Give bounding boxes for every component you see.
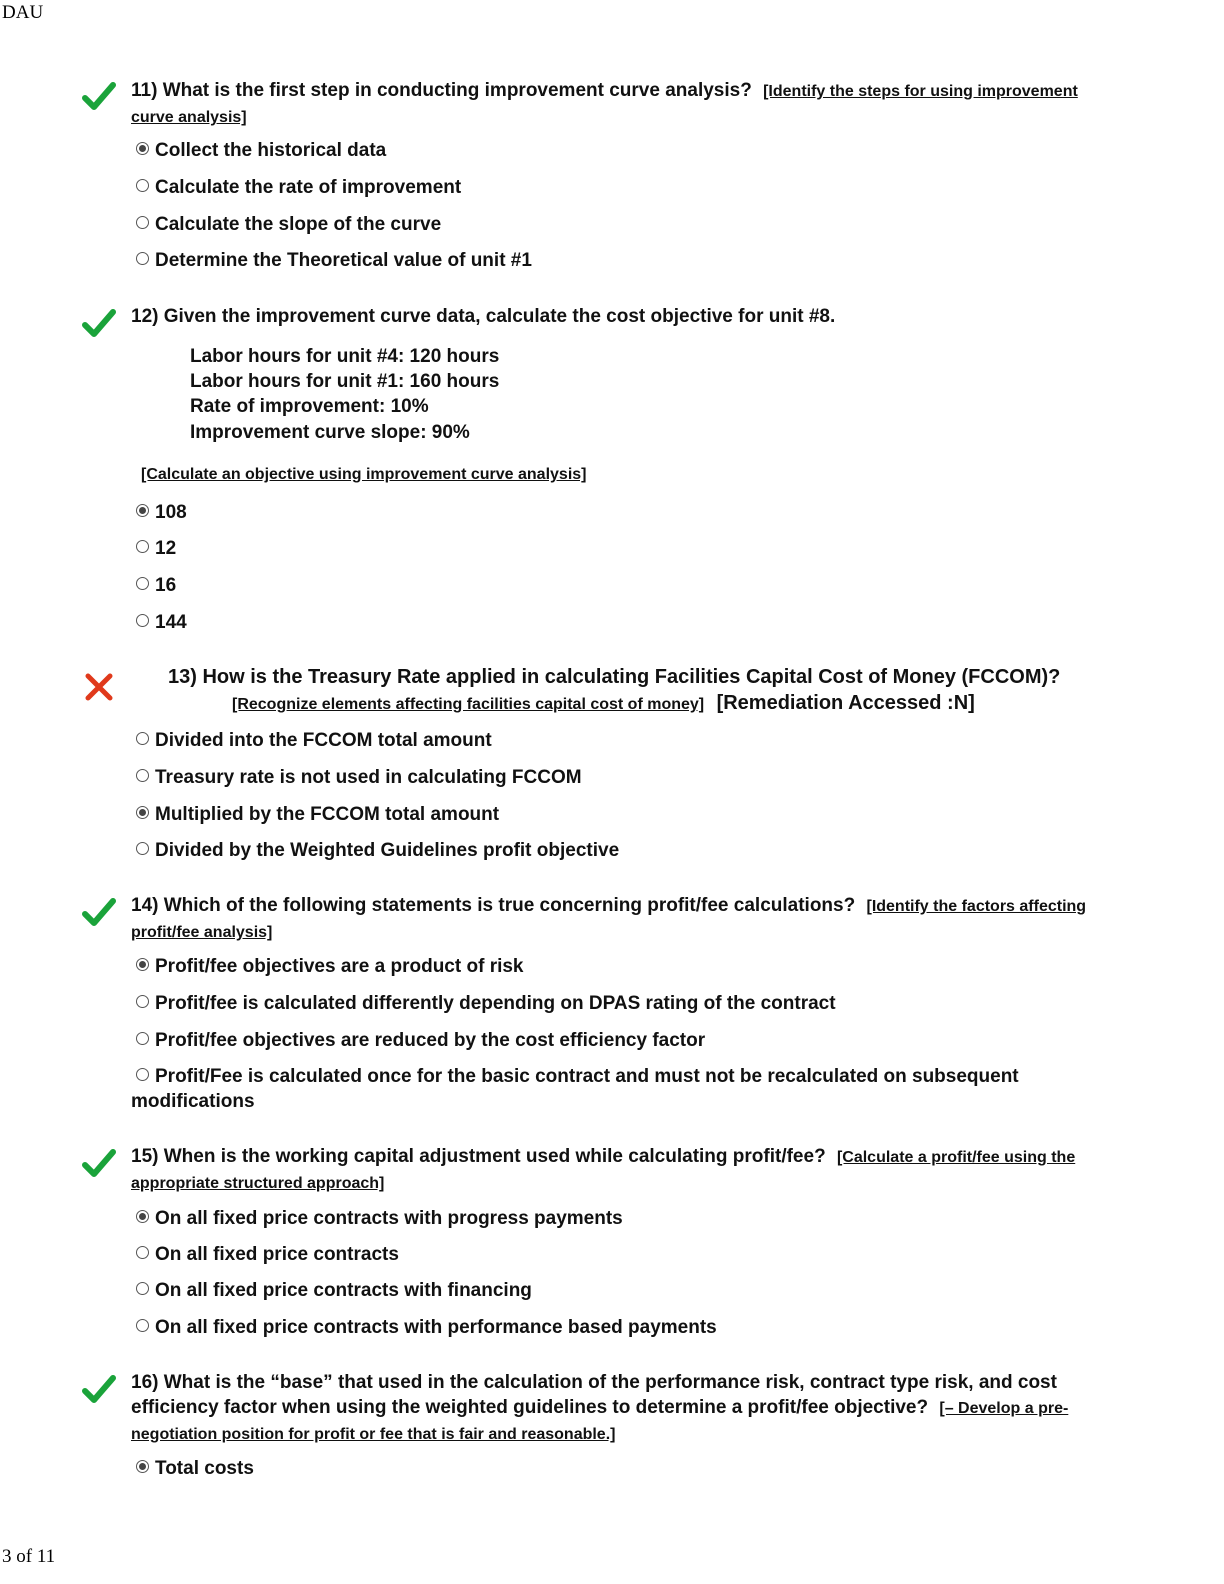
radio-selected-icon[interactable] xyxy=(136,142,149,155)
option-label: Profit/fee objectives are a product of risk xyxy=(155,956,524,977)
learning-objective-link[interactable]: [– Develop a pre-negotiation position for profit or fee that is fair and reasonable.] xyxy=(131,1400,1069,1443)
answer-option[interactable] xyxy=(136,536,176,561)
radio-selected-icon[interactable] xyxy=(136,1210,149,1223)
correct-check-icon xyxy=(82,1147,116,1181)
page-header: DAU xyxy=(2,2,44,23)
option-label: Total costs xyxy=(155,1458,254,1479)
learning-objective-link[interactable]: [Recognize elements affecting facilities capital cost of money] xyxy=(232,696,705,713)
option-label: 144 xyxy=(155,612,187,633)
learning-objective-link[interactable]: [Identify the factors affecting profit/fee analysis] xyxy=(131,898,1087,941)
radio-icon[interactable] xyxy=(136,995,149,1008)
radio-icon[interactable] xyxy=(136,179,149,192)
answer-option[interactable] xyxy=(136,991,836,1016)
answer-option[interactable] xyxy=(136,1028,705,1053)
option-label: Divided by the Weighted Guidelines profit objective xyxy=(155,840,620,861)
answer-option[interactable] xyxy=(136,1242,399,1267)
option-label: 16 xyxy=(155,575,177,596)
given-data-line: Labor hours for unit #1: 160 hours xyxy=(190,371,500,392)
option-label: Collect the historical data xyxy=(155,140,387,161)
question-14 xyxy=(131,893,1121,945)
option-label: 108 xyxy=(155,502,187,523)
incorrect-x-icon xyxy=(82,670,116,704)
radio-icon[interactable] xyxy=(136,1282,149,1295)
answer-option[interactable] xyxy=(136,610,187,635)
answer-option[interactable] xyxy=(136,954,524,979)
question-13-meta xyxy=(232,692,975,715)
answer-option[interactable] xyxy=(136,248,532,273)
answer-option[interactable] xyxy=(136,838,619,863)
given-data-line: Improvement curve slope: 90% xyxy=(190,422,470,443)
radio-icon[interactable] xyxy=(136,732,149,745)
radio-icon[interactable] xyxy=(136,216,149,229)
question-text: 16) What is the “base” that used in the calculation of the performance risk, contract type risk, and cost efficiency factor when using the weighted guidelines to determine a profit/fee objective? xyxy=(131,1372,1057,1418)
answer-option[interactable] xyxy=(136,1456,254,1481)
radio-icon[interactable] xyxy=(136,769,149,782)
option-label: On all fixed price contracts xyxy=(155,1244,399,1265)
page-footer: 3 of 11 xyxy=(2,1546,56,1567)
radio-icon[interactable] xyxy=(136,1068,149,1081)
radio-icon[interactable] xyxy=(136,1246,149,1259)
question-text: 15) When is the working capital adjustment used while calculating profit/fee? xyxy=(131,1146,826,1167)
radio-icon[interactable] xyxy=(136,540,149,553)
option-label: Treasury rate is not used in calculating FCCOM xyxy=(155,767,582,788)
question-11 xyxy=(131,78,1121,130)
answer-option[interactable] xyxy=(136,500,187,525)
answer-option[interactable] xyxy=(136,212,441,237)
option-label: Multiplied by the FCCOM total amount xyxy=(155,804,500,825)
radio-icon[interactable] xyxy=(136,252,149,265)
question-12 xyxy=(131,304,1121,329)
radio-icon[interactable] xyxy=(136,614,149,627)
correct-check-icon xyxy=(82,307,116,341)
option-label: 12 xyxy=(155,538,177,559)
radio-icon[interactable] xyxy=(136,1032,149,1045)
correct-check-icon xyxy=(82,1373,116,1407)
learning-objective-link[interactable]: [Calculate an objective using improvement curve analysis] xyxy=(141,466,587,483)
answer-option[interactable] xyxy=(131,1064,1081,1114)
learning-objective-link[interactable]: [Calculate a profit/fee using the appropriate structured approach] xyxy=(131,1149,1076,1192)
learning-objective-link[interactable]: [Identify the steps for using improvement curve analysis] xyxy=(131,83,1078,126)
answer-option[interactable] xyxy=(136,175,461,200)
question-text: 11) What is the first step in conducting improvement curve analysis? xyxy=(131,80,752,101)
option-label: Profit/Fee is calculated once for the basic contract and must not be recalculated on subsequent modifications xyxy=(131,1066,1019,1112)
question-13-text: 13) How is the Treasury Rate applied in calculating Facilities Capital Cost of Money (FCCOM)? xyxy=(168,666,1061,688)
option-label: On all fixed price contracts with performance based payments xyxy=(155,1317,717,1338)
answer-option[interactable] xyxy=(136,1278,532,1303)
option-label: Determine the Theoretical value of unit #1 xyxy=(155,250,532,271)
option-label: Calculate the slope of the curve xyxy=(155,214,442,235)
answer-option[interactable] xyxy=(136,728,492,753)
option-label: Profit/fee is calculated differently depending on DPAS rating of the contract xyxy=(155,993,836,1014)
given-data-line: Rate of improvement: 10% xyxy=(190,396,429,417)
question-15 xyxy=(131,1144,1121,1196)
radio-icon[interactable] xyxy=(136,842,149,855)
radio-selected-icon[interactable] xyxy=(136,806,149,819)
question-16 xyxy=(131,1370,1116,1447)
option-label: Calculate the rate of improvement xyxy=(155,177,462,198)
radio-icon[interactable] xyxy=(136,1319,149,1332)
radio-icon[interactable] xyxy=(136,577,149,590)
question-text: 12) Given the improvement curve data, calculate the cost objective for unit #8. xyxy=(131,306,836,327)
answer-option[interactable] xyxy=(136,802,499,827)
radio-selected-icon[interactable] xyxy=(136,504,149,517)
remediation-status: [Remediation Accessed :N] xyxy=(716,692,975,714)
option-label: On all fixed price contracts with progress payments xyxy=(155,1208,623,1229)
given-data-line: Labor hours for unit #4: 120 hours xyxy=(190,346,500,367)
option-label: On all fixed price contracts with financing xyxy=(155,1280,532,1301)
answer-option[interactable] xyxy=(136,138,386,163)
correct-check-icon xyxy=(82,80,116,114)
option-label: Divided into the FCCOM total amount xyxy=(155,730,492,751)
answer-option[interactable] xyxy=(136,765,582,790)
answer-option[interactable] xyxy=(136,573,176,598)
answer-option[interactable] xyxy=(136,1206,623,1231)
option-label: Profit/fee objectives are reduced by the cost efficiency factor xyxy=(155,1030,706,1051)
answer-option[interactable] xyxy=(136,1315,717,1340)
radio-selected-icon[interactable] xyxy=(136,1460,149,1473)
radio-selected-icon[interactable] xyxy=(136,958,149,971)
question-text: 14) Which of the following statements is true concerning profit/fee calculations? xyxy=(131,895,856,916)
correct-check-icon xyxy=(82,896,116,930)
